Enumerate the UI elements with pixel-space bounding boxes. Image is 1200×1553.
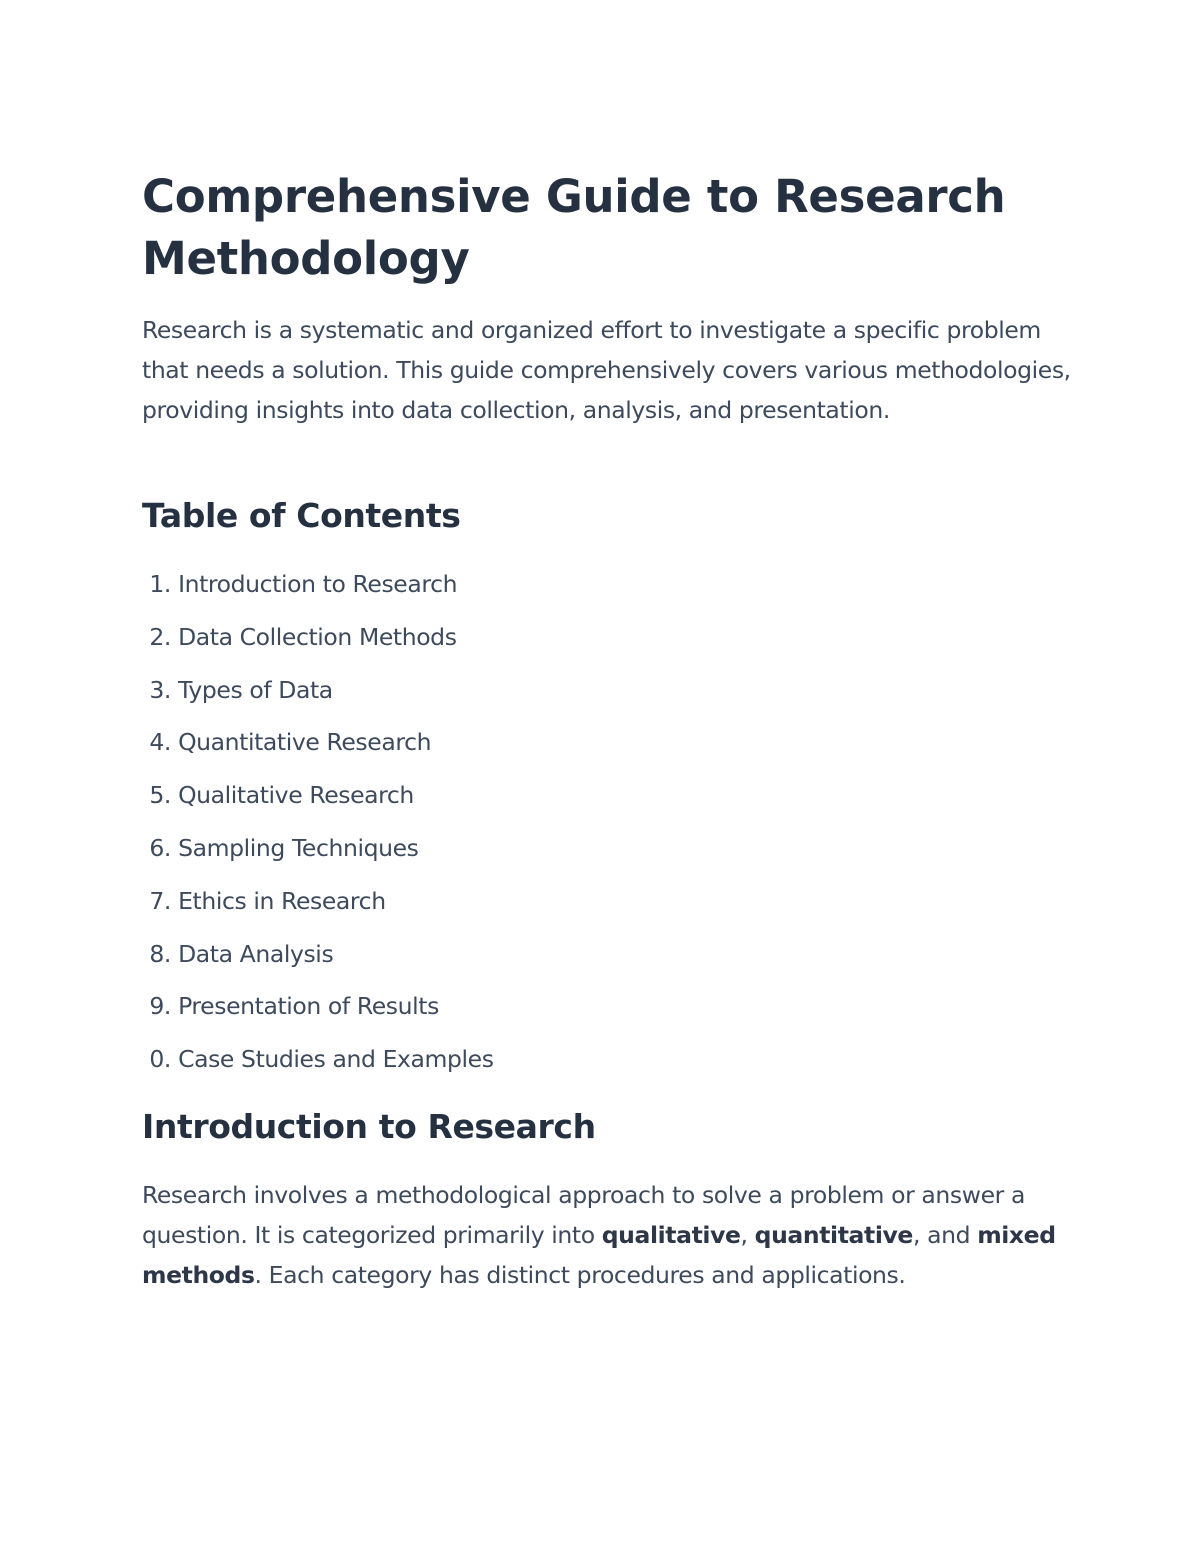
intro-paragraph: Research is a systematic and organized effort to investigate a specific problem that needs a solution. This guide comprehensively covers various methodologies, providing insights into data collection, analysis, and presentation. — [142, 316, 1071, 424]
page-title: Comprehensive Guide to Research Methodology — [142, 170, 1006, 285]
section-heading-introduction: Introduction to Research — [142, 1107, 596, 1146]
toc-item[interactable] — [142, 668, 494, 721]
toc-item-label: Data Analysis — [178, 939, 334, 968]
bold-term-mixed-methods: mixed methods — [142, 1221, 1056, 1289]
bold-term-quantitative: quantitative — [754, 1221, 913, 1249]
toc-item[interactable] — [142, 773, 494, 826]
separator-text: , and — [912, 1221, 978, 1249]
toc-item-number: 0. — [149, 1045, 171, 1074]
toc-item[interactable] — [142, 932, 494, 985]
toc-item-number: 9. — [149, 992, 171, 1021]
toc-item-number: 2. — [149, 622, 171, 651]
toc-item-number: 3. — [149, 675, 171, 704]
toc-item-label: Case Studies and Examples — [178, 1045, 494, 1074]
introduction-text: . Each category has distinct procedures and applications. — [254, 1261, 906, 1289]
table-of-contents — [142, 562, 494, 1090]
toc-item-number: 1. — [149, 570, 171, 598]
toc-item[interactable] — [142, 826, 494, 879]
toc-item[interactable] — [142, 562, 494, 615]
toc-item[interactable] — [142, 879, 494, 932]
toc-heading: Table of Contents — [142, 496, 461, 535]
bold-term-qualitative: qualitative — [601, 1221, 741, 1249]
introduction-paragraph — [142, 1175, 1072, 1295]
toc-item-number: 4. — [149, 728, 171, 757]
toc-item-number: 5. — [149, 781, 171, 810]
toc-item-label: Ethics in Research — [178, 886, 386, 915]
toc-item-label: Qualitative Research — [178, 781, 414, 810]
introduction-text: Research involves a methodological approach to solve a problem or answer a question. It is categorized primarily into — [142, 1181, 1025, 1249]
toc-item-label: Sampling Techniques — [178, 833, 419, 862]
toc-item-label: Introduction to Research — [178, 570, 458, 598]
toc-item-label: Data Collection Methods — [178, 622, 457, 651]
toc-item[interactable] — [142, 615, 494, 668]
separator-text: , — [740, 1221, 755, 1249]
toc-item[interactable] — [142, 1037, 494, 1090]
toc-item[interactable] — [142, 984, 494, 1037]
toc-item-label: Presentation of Results — [178, 992, 439, 1021]
toc-item-number: 7. — [149, 886, 171, 915]
toc-item-number: 8. — [149, 939, 171, 968]
toc-item[interactable] — [142, 720, 494, 773]
toc-item-label: Types of Data — [178, 675, 333, 704]
toc-item-number: 6. — [149, 833, 171, 862]
toc-item-label: Quantitative Research — [178, 728, 432, 757]
